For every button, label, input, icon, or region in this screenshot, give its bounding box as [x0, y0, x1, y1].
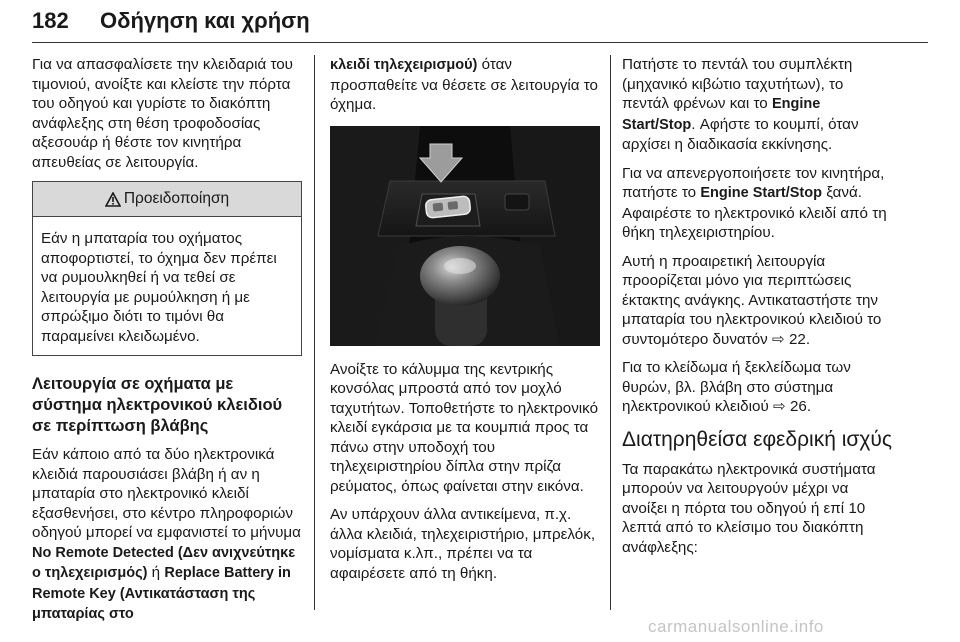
- continued-text: όταν προσπαθείτε να θέσετε σε λειτουργία το όχημα.: [330, 56, 598, 113]
- warning-title: Προειδοποίηση: [123, 190, 230, 208]
- warning-text: Εάν η μπαταρία του οχήματος αποφορτιστεί, το όχημα δεν πρέπει να ρυμουλκηθεί ή να τεθεί σε λειτουργία με ρυμούλκηση ή με σπρώξιμο διότι το τιμόνι θα παραμείνει κλειδωμένο.: [41, 230, 277, 345]
- emergency-paragraph: [622, 252, 894, 350]
- column-divider-2: [610, 55, 611, 610]
- page-reference-22[interactable]: 22.: [788, 330, 811, 348]
- warning-box: [32, 181, 302, 356]
- reference-arrow-icon: ⇨: [771, 330, 785, 348]
- reference-arrow-icon: ⇨: [773, 398, 786, 415]
- objects-paragraph: Αν υπάρχουν άλλα αντικείμενα, π.χ. άλλα κλειδιά, τηλεχειριστήριο, μπρελόκ, νομίσματα κ.λπ., πρέπει να τα αφαιρέσετε από τη θήκη.: [330, 506, 596, 582]
- message-no-remote: No Remote Detected (Δεν ανιχνεύτηκε ο τηλεχειρισμός): [32, 544, 296, 581]
- header-divider: [32, 42, 928, 43]
- retained-power-heading: Διατηρηθείσα εφεδρική ισχύς: [622, 427, 892, 451]
- emergency-text: Αυτή η προαιρετική λειτουργία προορίζεται μόνο για περιπτώσεις έκτακτης ανάγκης. Αντικαταστήστε την μπαταρία του ηλεκτρονικού κλειδιού το συντομότερο δυνατόν: [622, 252, 882, 348]
- stop-paragraph: [622, 164, 894, 243]
- chapter-title: Οδήγηση και χρήση: [100, 8, 310, 33]
- column-middle: [330, 55, 600, 592]
- stop-text: Για να απενεργοποιήσετε τον κινητήρα, πατήστε το: [622, 164, 885, 201]
- malfunction-paragraph: [32, 445, 302, 625]
- column-divider-1: [314, 55, 315, 610]
- column-right: [622, 55, 894, 566]
- watermark: carmanualsonline.info: [648, 617, 824, 636]
- stop-text-end: ξανά. Αφαιρέστε το ηλεκτρονικό κλειδί από τη θήκη τηλεχειριστηρίου.: [622, 184, 887, 241]
- warning-icon: [105, 192, 121, 207]
- continued-paragraph: [330, 55, 600, 115]
- intro-paragraph: Για να απασφαλίσετε την κλειδαριά του τιμονιού, ανοίξτε και κλείστε την πόρτα του οδηγού και γυρίστε το διακόπτη ανάφλεξης στη θέση τροφοδοσίας αξεσουάρ ή θέστε τον κινητήρα απευθείας σε λειτουργία.: [32, 56, 293, 171]
- malfunction-text: Εάν κάποιο από τα δύο ηλεκτρονικά κλειδιά παρουσιάσει βλάβη ή αν η μπαταρία στο ηλεκτρονικό κλειδί εξασθενήσει, στο κέντρο πληροφοριών οδηγού μπορεί να εμφανιστεί το μήνυμα: [32, 446, 301, 541]
- start-text-end: . Αφήστε το κουμπί, όταν αρχίσει η διαδικασία εκκίνησης.: [622, 115, 859, 153]
- page-header: [0, 0, 960, 46]
- start-text: Πατήστε το πεντάλ του συμπλέκτη (μηχανικό κιβώτιο ταχυτήτων), το πεντάλ φρένων και το: [622, 56, 853, 112]
- locking-paragraph: [622, 358, 894, 417]
- engine-start-stop-label-2: Engine Start/Stop: [700, 185, 822, 201]
- instruction-paragraph: Ανοίξτε το κάλυμμα της κεντρικής κονσόλας μπροστά από τον μοχλό ταχυτήτων. Τοποθετήστε το ηλεκτρονικό κλειδί εγκάρσια με τα κουμπιά προς τα πάνω στην υποδοχή του τηλεχειριστηρίου δίπλα στην πρίζα ρεύματος, όπως φαίνεται στην εικόνα.: [330, 360, 599, 495]
- retained-power-paragraph: Τα παρακάτω ηλεκτρονικά συστήματα μπορούν να λειτουργούν μέχρι να ανοίξει η πόρτα του οδηγού ή επί 10 λεπτά από το κλείσιμο του διακόπτη ανάφλεξης:: [622, 460, 876, 556]
- console-key-slot-image: [330, 126, 600, 346]
- message-replace-battery: Replace Battery in Remote Key (Αντικατάσταση της μπαταρίας στο: [32, 565, 291, 622]
- engine-start-stop-label: Engine Start/Stop: [622, 96, 821, 133]
- conjunction-text: ή: [151, 564, 161, 581]
- start-paragraph: [622, 55, 894, 155]
- column-left: [32, 55, 302, 634]
- warning-header: [33, 182, 301, 217]
- page-number: 182: [32, 8, 69, 33]
- section-heading: Λειτουργία σε οχήματα με σύστημα ηλεκτρονικού κλειδιού σε περίπτωση βλάβης: [32, 375, 283, 435]
- message-replace-battery-end: κλειδί τηλεχειρισμού): [330, 57, 478, 73]
- locking-text: Για το κλείδωμα ή ξεκλείδωμα των θυρών, βλ. βλάβη στο σύστημα ηλεκτρονικού κλειδιού: [622, 359, 851, 415]
- page-reference-26[interactable]: 26.: [789, 398, 812, 415]
